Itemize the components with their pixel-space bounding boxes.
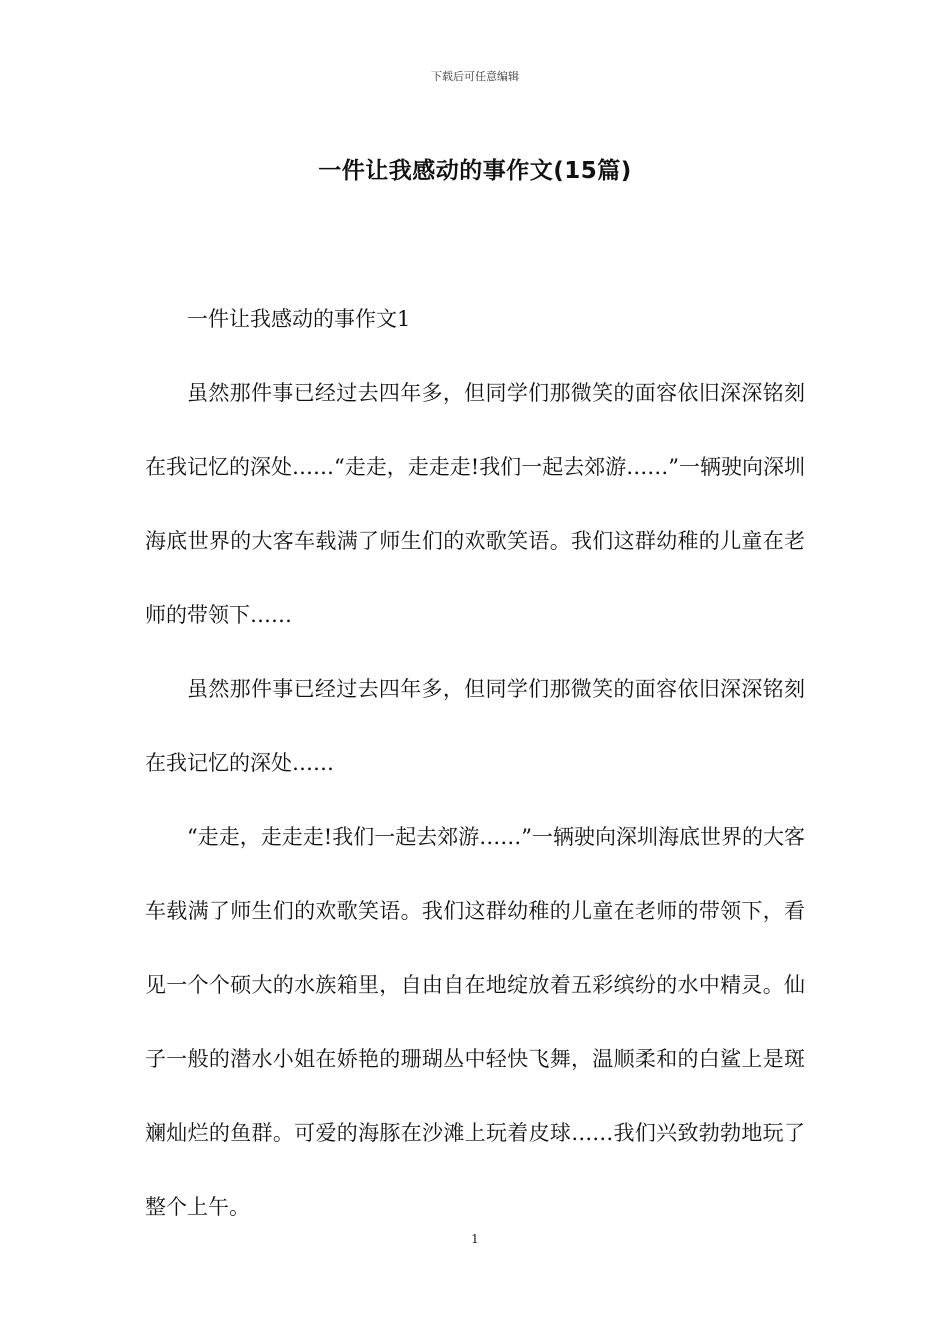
paragraph-1: 虽然那件事已经过去四年多，但同学们那微笑的面容依旧深深铭刻在我记忆的深处……“走走，走走走!我们一起去郊游……”一辆驶向深圳海底世界的大客车载满了师生们的欢歌笑语。我们这群幼稚的儿童在老师的带领下…… [145, 381, 805, 627]
paragraph-2: 虽然那件事已经过去四年多，但同学们那微笑的面容依旧深深铭刻在我记忆的深处…… [145, 677, 805, 775]
paragraph-3: “走走，走走走!我们一起去郊游……”一辆驶向深圳海底世界的大客车载满了师生们的欢歌笑语。我们这群幼稚的儿童在老师的带领下，看见一个个硕大的水族箱里，自由自在地绽放着五彩缤纷的水中精灵。仙子一般的潜水小姐在娇艳的珊瑚丛中轻快飞舞，温顺柔和的白鲨上是斑斓灿烂的鱼群。可爱的海豚在沙滩上玩着皮球……我们兴致勃勃地玩了整个上午。 [145, 825, 805, 1219]
document-title: 一件让我感动的事作文(15篇) [318, 158, 632, 184]
document-body [145, 282, 805, 1244]
section-heading: 一件让我感动的事作文1 [187, 307, 411, 331]
header-note: 下载后可任意编辑 [431, 70, 519, 83]
page-number: 1 [471, 1232, 479, 1246]
